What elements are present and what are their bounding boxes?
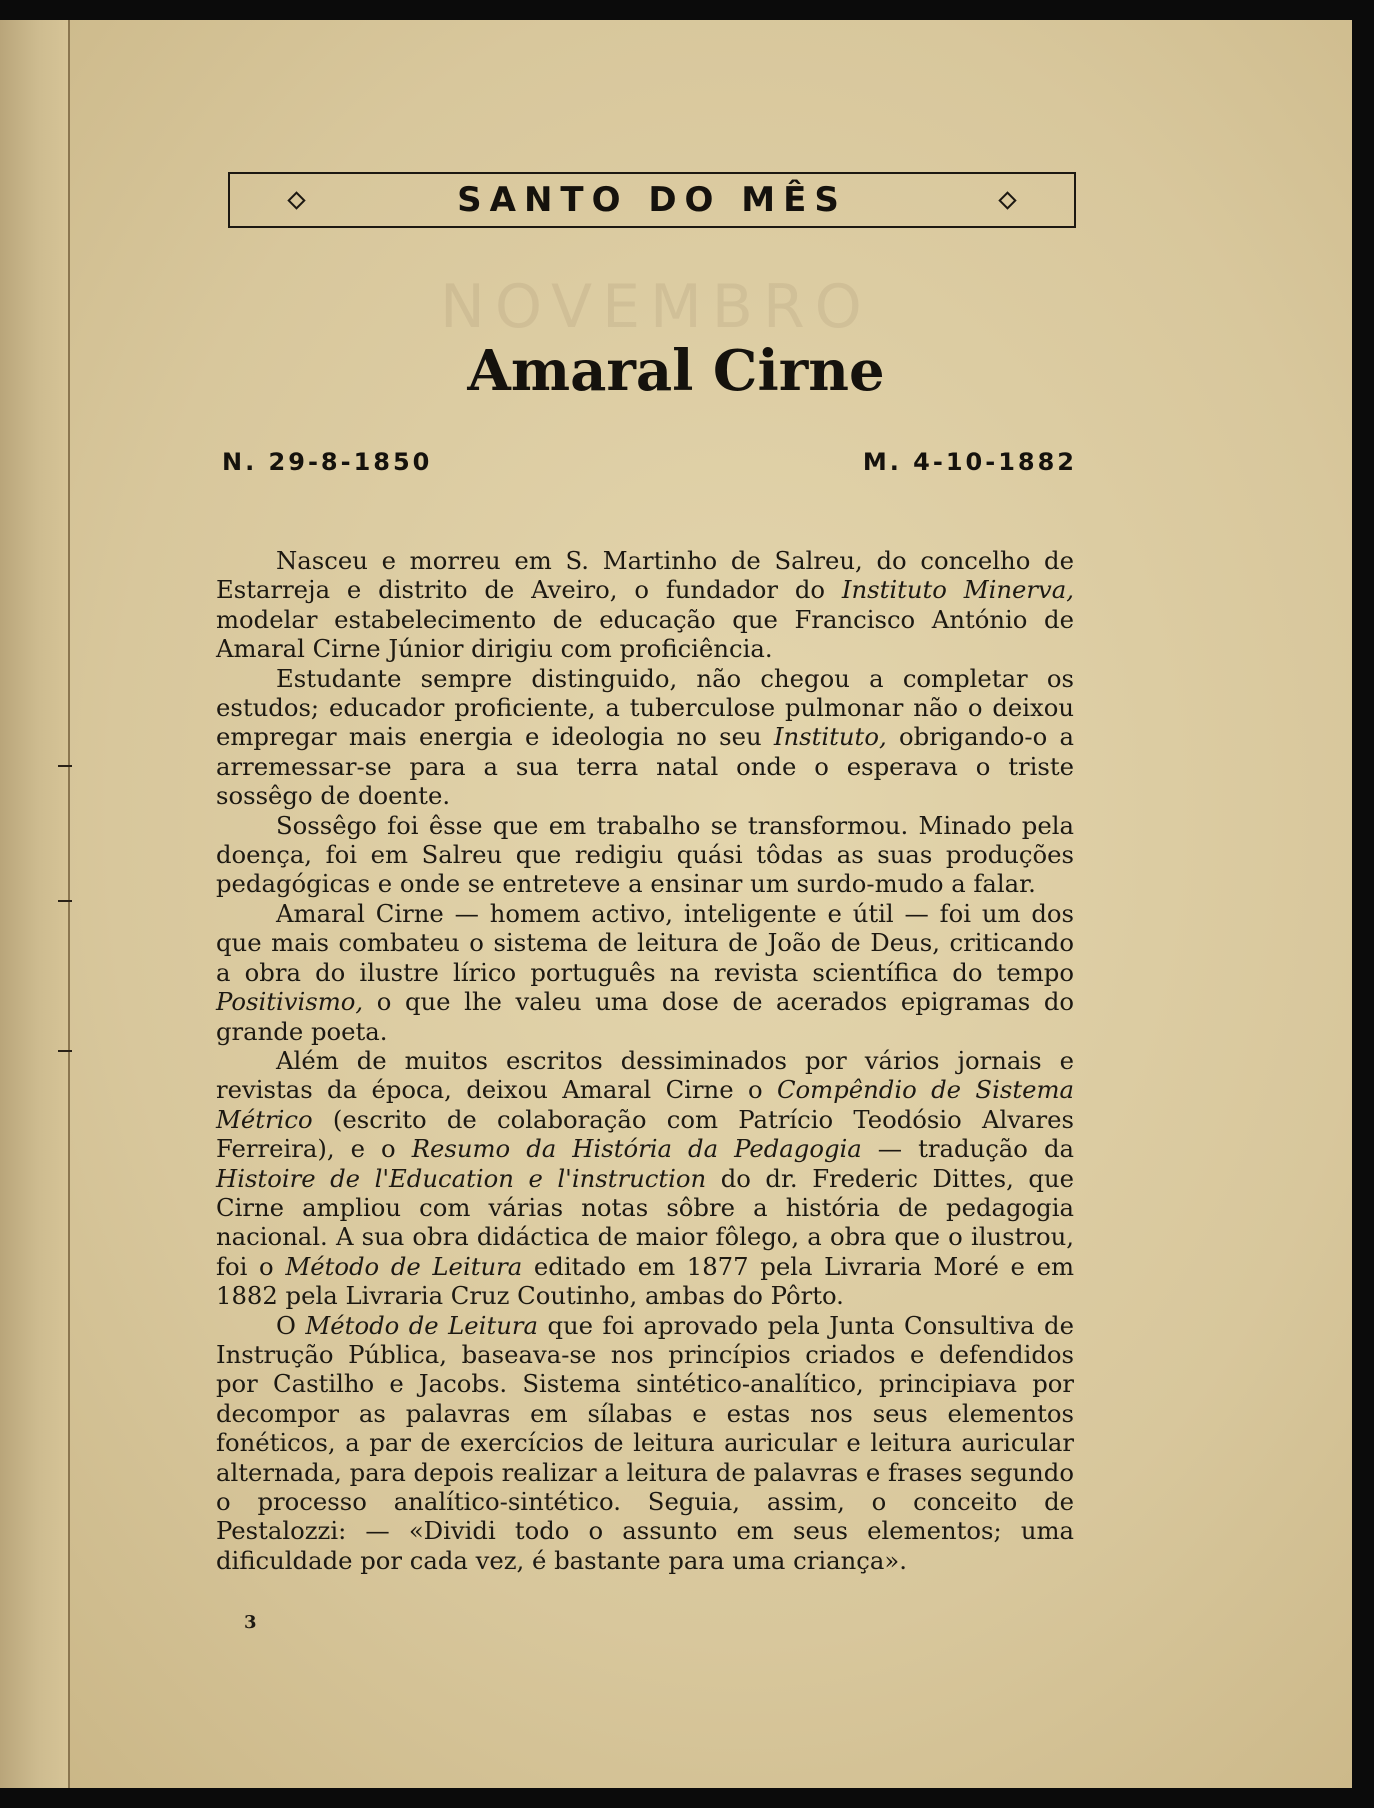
text-run: Estudante sempre distinguido, não chegou a completar os estudos; educador proficiente, a tuberculose pulmonar não o deixou empregar mais energia e ideologia no seu (216, 663, 1074, 752)
text-run: obrigando-o a arremessar-se para a sua terra natal onde o esperava o triste sossêgo de doente. (216, 722, 1074, 811)
article-title: Amaral Cirne (467, 338, 885, 404)
text-run: (escrito de colaboração com Patrício Teodósio Alvares Ferreira), e o (216, 1104, 1074, 1164)
text-run: que foi aprovado pela Junta Consultiva de Instrução Pública, baseava-se nos princípios criados e defendidos por Castilho e Jacobs. Sistema sintético-analítico, principiava por decompor as palavras em sílabas e estas nos seus elementos fonéticos, a par de exercícios de leitura auricular e leitura auricular alternada, para depois realizar a leitura de palavras e frases segundo o processo analítico-sintético. Seguia, assim, o conceito de Pestalozzi: — «Dividi todo o assunto em seus elementos; uma dificuldade por cada vez, é bastante para uma criança». (216, 1310, 1074, 1575)
page-number: 3 (244, 1612, 257, 1633)
article-paragraph (216, 664, 1074, 811)
text-run: Sossêgo foi êsse que em trabalho se transformou. Minado pela doença, foi em Salreu que redigiu quási tôdas as suas produções pedagógicas e onde se entreteve a ensinar um surdo-mudo a falar. (216, 810, 1074, 899)
italic-title-run: Método de Leitura (305, 1310, 538, 1340)
text-run: O (276, 1310, 306, 1340)
italic-title-run: Instituto, (773, 722, 887, 752)
text-run: Amaral Cirne — homem activo, inteligente e útil — foi um dos que mais combateu o sistema de leitura de João de Deus, criticando a obra do ilustre lírico português na revista scientífica do tempo (216, 898, 1074, 987)
diamond-icon (998, 191, 1016, 209)
text-run: o que lhe valeu uma dose de acerados epigramas do grande poeta. (216, 987, 1074, 1046)
text-run: do dr. Frederic Dittes, que Cirne ampliou com várias notas sôbre a história de pedagogia nacional. A sua obra didáctica de maior fôlego, a obra que o ilustrou, foi o (216, 1163, 1074, 1281)
binding-stitch (58, 900, 72, 902)
page-binding (0, 20, 68, 1788)
binding-edge (68, 20, 70, 1788)
italic-title-run: Compêndio de Sistema Métrico (216, 1075, 1074, 1134)
bleed-through-text: NOVEMBRO (440, 272, 872, 342)
article-paragraph (216, 811, 1074, 899)
italic-title-run: Histoire de l'Education e l'instruction (216, 1163, 707, 1193)
text-run: Nasceu e morreu em S. Martinho de Salreu, do concelho de Estarreja e distrito de Aveiro, o fundador do (216, 546, 1074, 605)
section-title: SANTO DO MÊS (457, 180, 847, 220)
article-body (216, 546, 1074, 1575)
text-run: modelar estabelecimento de educação que Francisco António de Amaral Cirne Júnior dirigiu com proficiência. (216, 604, 1074, 664)
birth-date: N. 29-8-1850 (222, 448, 433, 476)
text-run: — tradução da (861, 1134, 1074, 1164)
article-paragraph (216, 899, 1074, 1046)
life-dates (222, 448, 1077, 476)
italic-title-run: Instituto Minerva, (841, 575, 1074, 605)
article-paragraph (216, 1311, 1074, 1576)
section-header (228, 172, 1076, 228)
italic-title-run: Resumo da História da Pedagogia (411, 1134, 862, 1164)
italic-title-run: Método de Leitura (285, 1251, 523, 1281)
text-run: editado em 1877 pela Livraria Moré e em 1882 pela Livraria Cruz Coutinho, ambas do Pôrto. (216, 1251, 1074, 1311)
binding-stitch (58, 1050, 72, 1052)
text-run: Além de muitos escritos dessiminados por vários jornais e revistas da época, deixou Amaral Cirne o (216, 1045, 1074, 1105)
article-paragraph (216, 1046, 1074, 1311)
diamond-icon (287, 191, 305, 209)
article-paragraph (216, 546, 1074, 664)
death-date: M. 4-10-1882 (862, 448, 1077, 476)
binding-stitch (58, 765, 72, 767)
italic-title-run: Positivismo, (216, 987, 364, 1017)
document-page (0, 20, 1352, 1788)
